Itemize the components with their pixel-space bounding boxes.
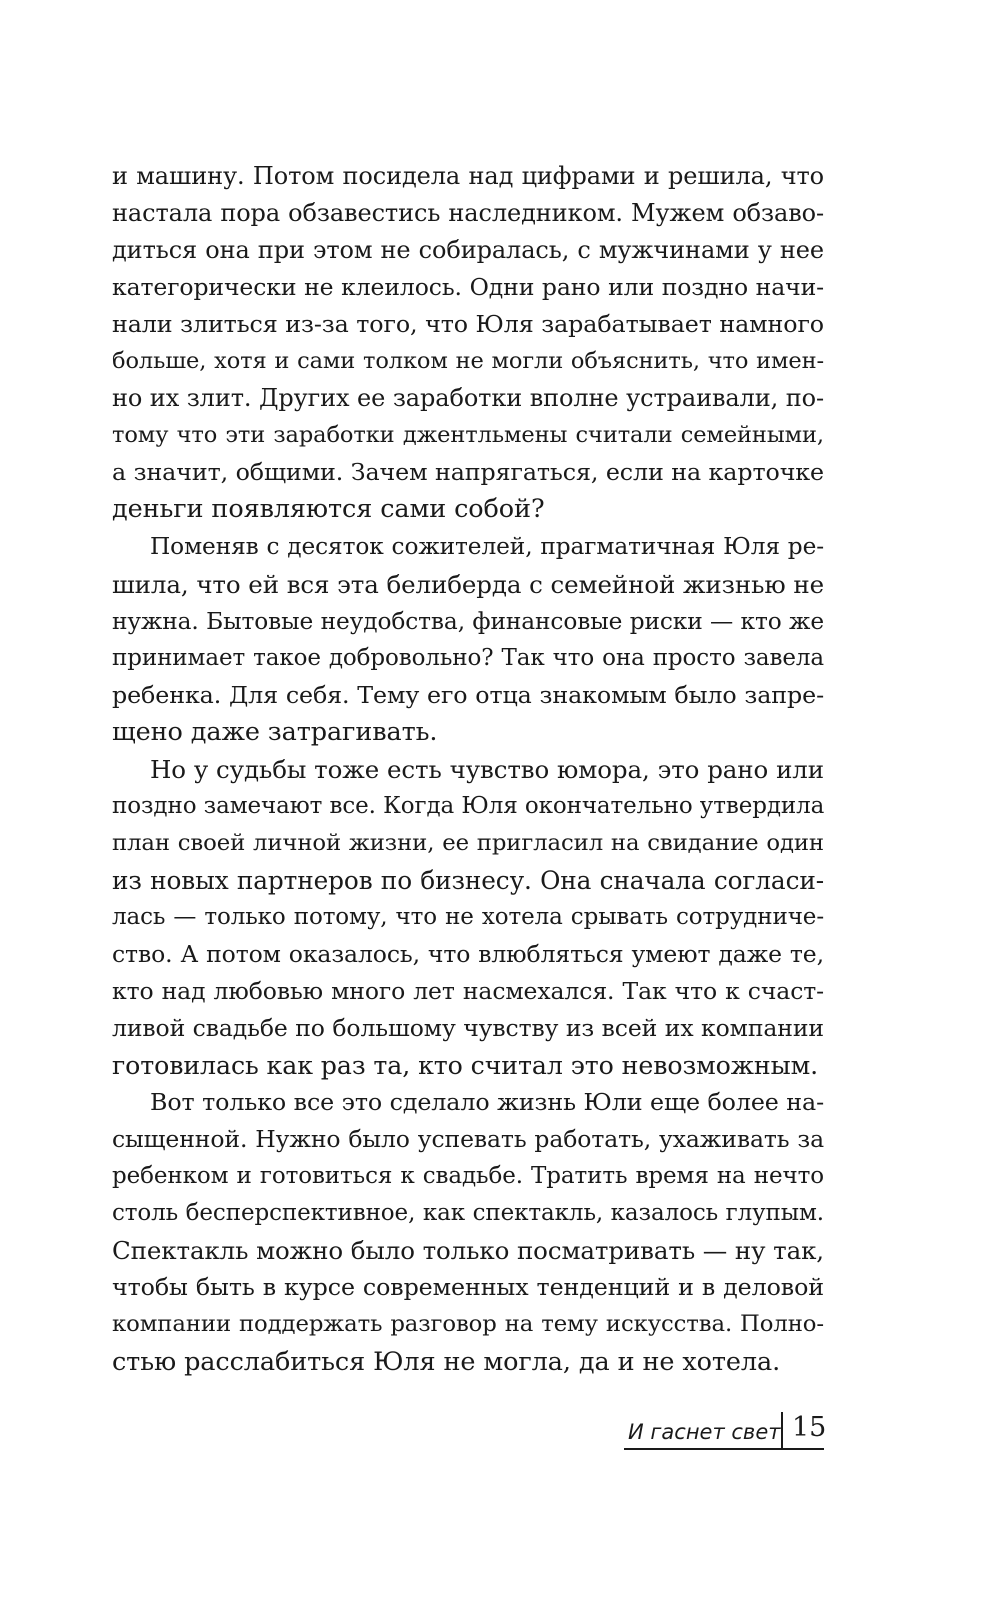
page-number: 15	[792, 1412, 827, 1443]
text-line: больше, хотя и сами толком не могли объяснить, что имен-	[112, 348, 824, 375]
text-line: ство. А потом оказалось, что влюбляться умеют даже те,	[112, 939, 824, 968]
text-line: Спектакль можно было только посматривать — ну так,	[112, 1236, 824, 1266]
text-line: сыщенной. Нужно было успевать работать, ухаживать за	[112, 1125, 824, 1154]
footer-rule	[624, 1448, 824, 1450]
text-line: категорически не клеилось. Одни рано или поздно начи-	[112, 273, 824, 302]
running-title: И гаснет свет	[628, 1420, 781, 1444]
text-line: щено даже затрагивать.	[112, 716, 438, 747]
text-line: шила, что ей вся эта белиберда с семейной жизнью не	[112, 569, 824, 599]
text-line: принимает такое добровольно? Так что она просто завела	[112, 644, 824, 671]
text-line: Поменяв с десяток сожителей, прагматичная Юля ре-	[150, 533, 824, 561]
text-line: нали злиться из-за того, что Юля зарабатывает намного	[112, 310, 824, 339]
text-line: чтобы быть в курсе современных тенденций и в деловой	[112, 1273, 824, 1302]
text-line: деньги появляются сами собой?	[112, 494, 545, 525]
text-line: но их злит. Других ее заработки вполне устраивали, по-	[112, 384, 824, 413]
text-line: ребенка. Для себя. Тему его отца знакомым было запре-	[112, 680, 824, 709]
text-line: компании поддержать разговор на тему искусства. Полно-	[112, 1311, 824, 1338]
text-line: из новых партнеров по бизнесу. Она сначала согласи-	[112, 865, 824, 895]
text-line: готовилась как раз та, кто считал это невозможным.	[112, 1051, 819, 1081]
text-line: поздно замечают все. Когда Юля окончательно утвердила	[112, 792, 825, 819]
text-line: нужна. Бытовые неудобства, финансовые риски — кто же	[112, 607, 824, 635]
text-line: стью расслабиться Юля не могла, да и не хотела.	[112, 1346, 781, 1377]
text-line: диться она при этом не собиралась, с мужчинами у нее	[112, 236, 824, 265]
text-line: кто над любовью много лет насмехался. Так что к счаст-	[112, 977, 824, 1006]
body-text	[112, 158, 824, 1381]
text-line: Но у судьбы тоже есть чувство юмора, это рано или	[150, 754, 824, 784]
footer-divider	[781, 1412, 783, 1450]
text-line: настала пора обзавестись наследником. Мужем обзаво-	[112, 199, 824, 228]
text-line: Вот только все это сделало жизнь Юли еще более на-	[150, 1088, 824, 1117]
page-footer	[624, 1410, 827, 1450]
text-line: а значит, общими. Зачем напрягаться, если на карточке	[112, 458, 824, 487]
text-line: тому что эти заработки джентльмены считали семейными,	[112, 422, 824, 449]
text-line: столь бесперспективное, как спектакль, казалось глупым.	[112, 1200, 824, 1227]
text-line: ливой свадьбе по большому чувству из всей их компании	[112, 1014, 824, 1043]
text-line: лась — только потому, что не хотела срывать сотрудниче-	[112, 903, 824, 930]
text-line: ребенком и готовиться к свадьбе. Тратить время на нечто	[112, 1163, 824, 1190]
text-line: и машину. Потом посидела над цифрами и решила, что	[112, 162, 824, 190]
text-line: план своей личной жизни, ее пригласил на свидание один	[112, 829, 824, 856]
